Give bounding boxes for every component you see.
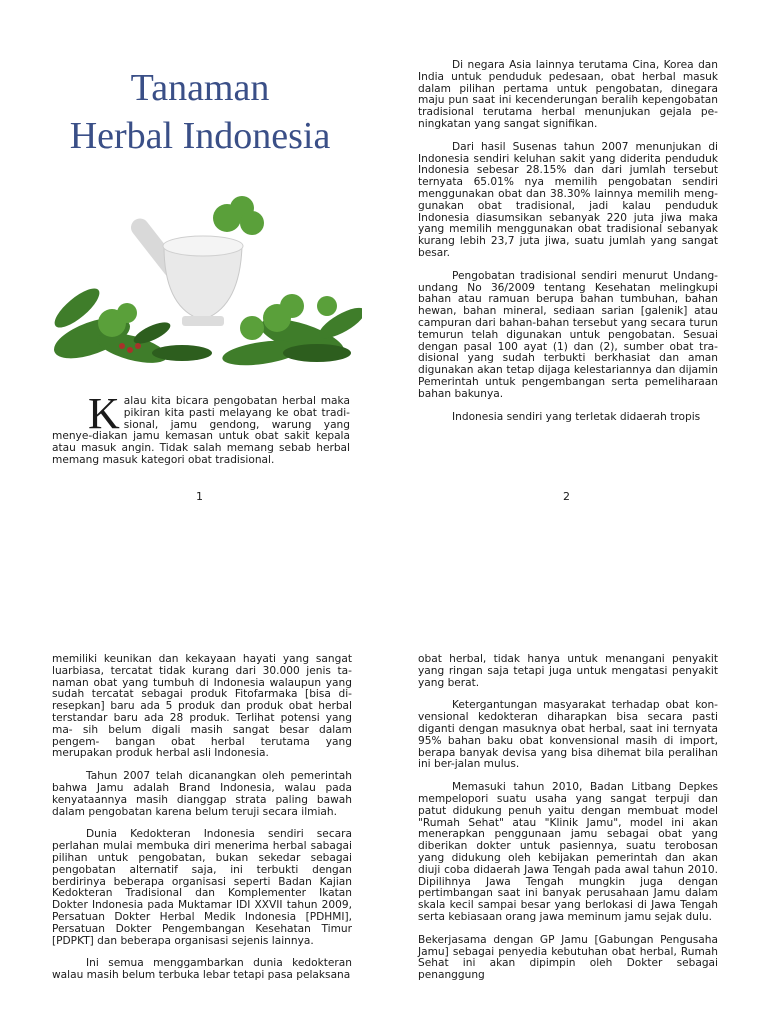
paragraph: Ini semua menggambarkan dunia kedokteran walau masih belum terbuka lebar tetapi pasa pelaksana — [52, 957, 352, 982]
paragraph: Tahun 2007 telah dicanangkan oleh pemerintah bahwa Jamu adalah Brand Indonesia, walau pada kenyataannya masih dianggap strata paling bawah dalam pengobatan karena belum teruji secara ilmiah. — [52, 770, 352, 818]
page-number-1: 1 — [196, 490, 203, 503]
paragraph: Bekerjasama dengan GP Jamu [Gabungan Pengusaha Jamu] sebagai penyedia kebutuhan obat herbal, Rumah Sehat ini akan dipimpin oleh Dokter sebagai penanggung — [418, 933, 718, 982]
page-number-2: 2 — [563, 490, 570, 503]
drop-cap: K — [88, 389, 120, 438]
title-line-2: Herbal Indonesia — [69, 115, 331, 157]
paragraph: Di negara Asia lainnya terutama Cina, Korea dan India untuk penduduk pedesaan, obat herbal masuk dalam pilihan pertama untuk pengobatan, dinegara maju pun saat ini kecenderungan beralih kepengobatan tradisional terutama herbal menunjukan gejala pe-ningkatan yang sangat signifikan. — [418, 59, 718, 130]
page-1 — [0, 0, 384, 512]
paragraph: Ketergantungan masyarakat terhadap obat kon-vensional kedokteran diharapkan bisa secara pasti diganti dengan masuknya obat herbal, saat ini ternyata 95% bahan baku obat konvensional masih di import, berapa banyak devisa yang bisa dihemat bila peralihan ini ber-jalan mulus. — [418, 699, 718, 771]
paragraph: Pengobatan tradisional sendiri menurut Undang-undang No 36/2009 tentang Kesehatan melingkupi bahan atau ramuan berupa bahan tumbuhan, bahan hewan, bahan mineral, sediaan sarian [galenik] atau campuran dari bahan-bahan tersebut yang secara turun temurun telah digunakan untuk pengobatan. Sesuai dengan pasal 100 ayat (1) dan (2), sumber obat tra-disional yang sudah terbukti berkhasiat dan aman digunakan akan tetap dijaga kelestariannya dan dijamin Pemerintah untuk pengembangan serta pemeliharaan bahan bakunya. — [418, 269, 718, 400]
paragraph: Dunia Kedokteran Indonesia sendiri secara perlahan mulai membuka diri menerima herbal sabagai pilihan untuk pengobatan, bukan sekedar sebagai pengobatan alternatif saja, ini terbukti dengan berdirinya beberapa organisasi seperti Badan Kajian Kedokteran Tradisional dan Komplementer Ikatan Dokter Indonesia pada Muktamar IDI XXVII tahun 2009, Persatuan Dokter Herbal Medik Indonesia [PDHMI], Persatuan Dokter Pengembangan Kesehatan Timur [PDPKT] dan beberapa organisasi sejenis lainnya. — [52, 828, 352, 947]
page-2 — [384, 0, 768, 512]
intro-paragraph — [52, 389, 350, 467]
paragraph: obat herbal, tidak hanya untuk menangani penyakit yang ringan saja tetapi juga untuk mengatasi penyakit yang berat. — [418, 653, 718, 689]
page-2-column — [418, 60, 718, 423]
paragraph: memiliki keunikan dan kekayaan hayati yang sangat luarbiasa, tercatat tidak kurang dari 30.000 jenis ta- naman obat yang tumbuh di Indonesia walaupun yang sudah tercatat sebagai produk Fitofarmaka [bisa di- resepkan] baru ada 5 produk dan produk obat herbal terstandar baru ada 28 produk. Terlihat potensi yang ma- sih belum digali masih sangat besar dalam pengem- bangan obat herbal terutama yang merupakan produk herbal asli Indonesia. — [52, 653, 352, 760]
page-3 — [0, 512, 384, 1024]
intro-text: alau kita bicara pengobatan herbal maka pikiran kita pasti melayang ke obat tradi-sional, jamu gendong, warung yang menye-diakan jamu kemasan untuk obat sakit kepala atau masuk angin. Tidak salah memang sebab herbal memang masuk kategori obat tradisional. — [52, 395, 350, 466]
page-1-intro — [52, 389, 350, 467]
herbal-mortar-illustration — [52, 188, 362, 366]
paragraph: Memasuki tahun 2010, Badan Litbang Depkes mempelopori suatu usaha yang sangat terpuji dan patut didukung penuh yaitu dengan membuat model "Rumah Sehat" atau "Klinik Jamu", model ini akan menerapkan penggunaan jamu sebagai obat yang diberikan dokter untuk pasiennya, suatu terobosan yang didukung oleh kebijakan pemerintah dan akan diuji coba didaerah Jawa Tengah pada awal tahun 2010. Dipilihnya Jawa Tengah mungkin juga dengan pertimbangan saat ini banyak perusahaan Jamu dalam skala kecil sampai besar yang berlokasi di Jawa Tengah serta kebiasaan orang jawa meminum jamu sejak dulu. — [418, 781, 718, 923]
page-4-column — [418, 654, 718, 982]
page-title — [52, 64, 348, 160]
paragraph: Dari hasil Susenas tahun 2007 menunjukan di Indonesia sendiri keluhan sakit yang diderita penduduk Indonesia sebesar 28.15% dan dari jumlah tersebut ternyata 65.01% nya memilih pengobatan sendiri menggunakan obat dan 38.30% lainnya memilih meng-gunakan obat tradisional, jadi kalau penduduk Indonesia diasumsikan sebanyak 220 juta jiwa maka yang memilih menggunakan obat tradisional sebanyak kurang lebih 23,7 juta jiwa, suatu jumlah yang sangat besar. — [418, 140, 718, 259]
page-4 — [384, 512, 768, 1024]
paragraph: Indonesia sendiri yang terletak didaerah tropis — [452, 410, 701, 423]
page-3-column — [52, 654, 352, 982]
title-line-1: Tanaman — [130, 67, 270, 109]
